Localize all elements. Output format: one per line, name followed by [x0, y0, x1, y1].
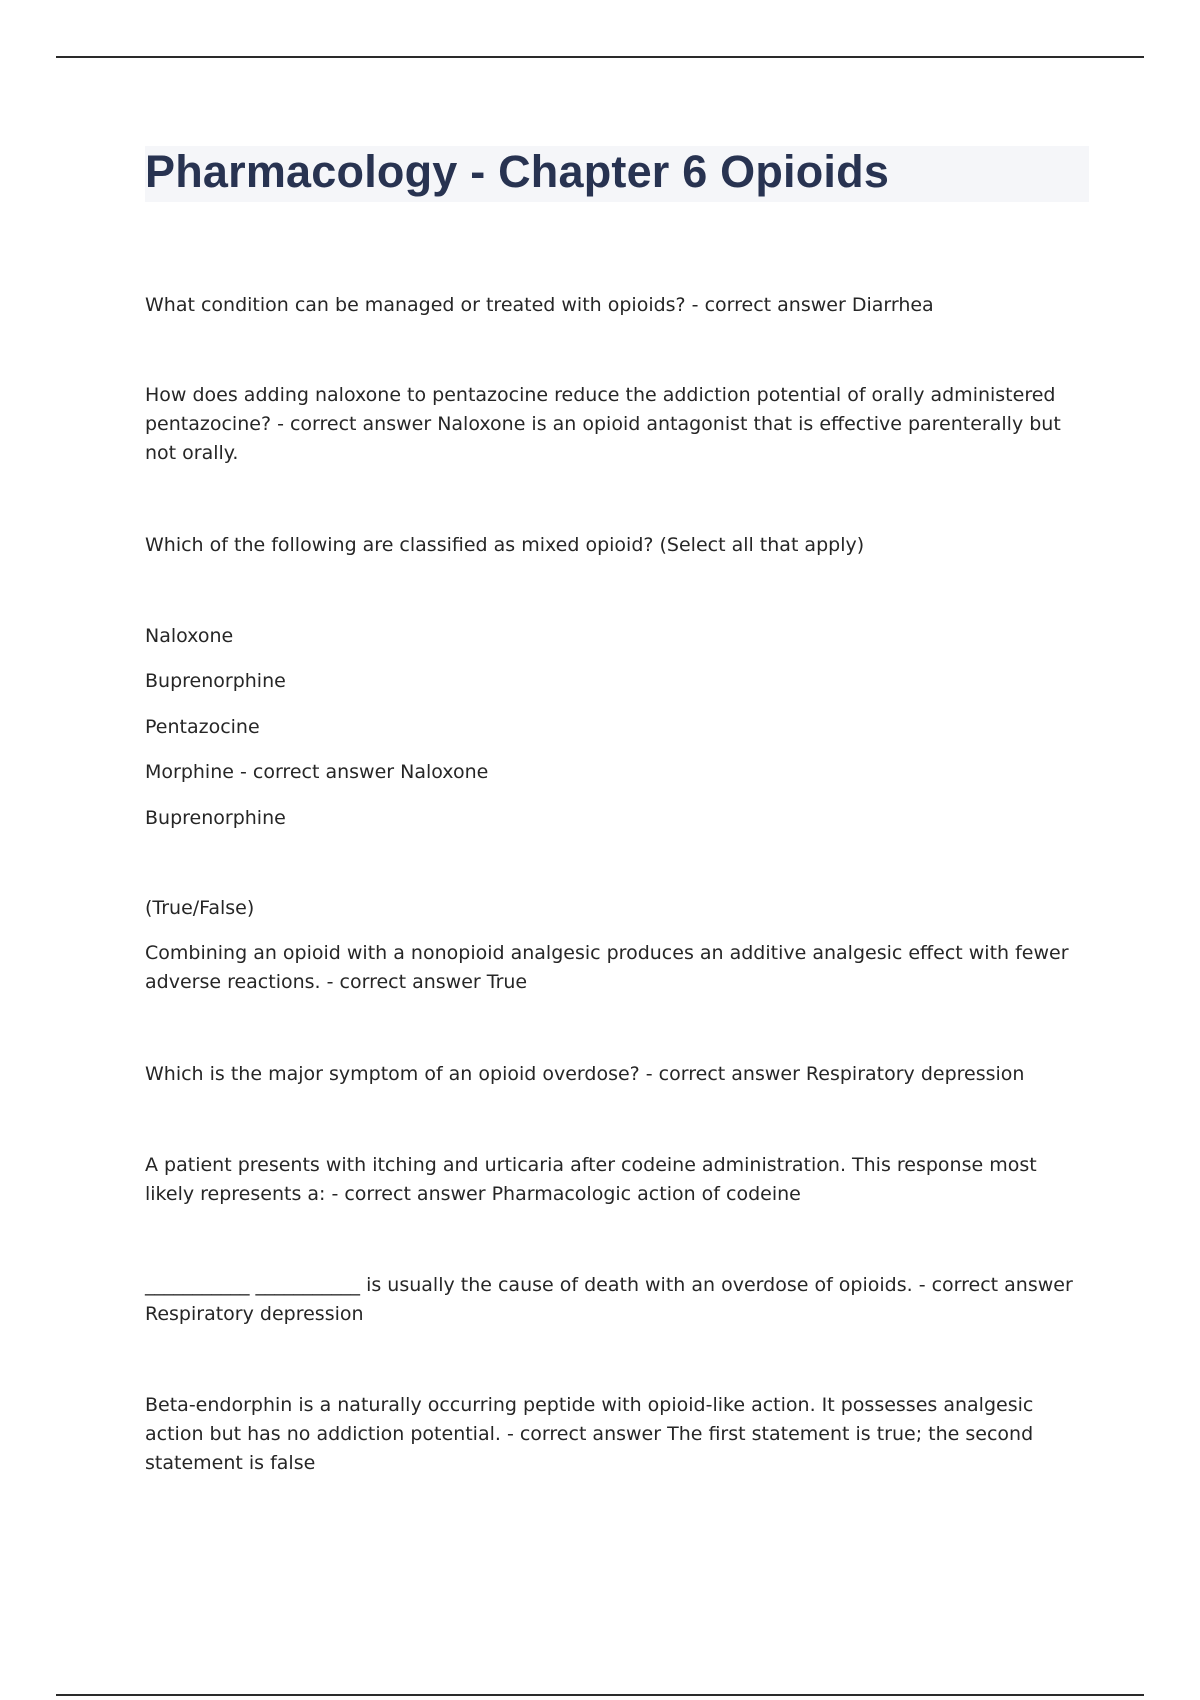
question-2: How does adding naloxone to pentazocine reduce the addiction potential of orally administered pentazocine? - correct answer Naloxone is an opioid antagonist that is effective parenterally but not orally. [145, 384, 1061, 464]
question-1: What condition can be managed or treated with opioids? - correct answer Diarrhea [145, 294, 934, 316]
top-divider [56, 56, 1144, 58]
question-8: Beta-endorphin is a naturally occurring peptide with opioid-like action. It possesses analgesic action but has no addiction potential. - correct answer The first statement is true; the second statement is false [145, 1394, 1034, 1474]
document-title: Pharmacology - Chapter 6 Opioids [145, 146, 890, 197]
question-3-option: Morphine - correct answer Naloxone [145, 761, 489, 783]
question-3-option: Buprenorphine [145, 807, 286, 829]
question-3-option: Naloxone [145, 625, 234, 647]
question-4: Combining an opioid with a nonopioid analgesic produces an additive analgesic effect with fewer adverse reactions. - correct answer True [145, 942, 1069, 993]
question-3-option: Buprenorphine [145, 670, 286, 692]
question-7: ___________ ___________ is usually the cause of death with an overdose of opioids. - correct answer Respiratory depression [145, 1274, 1073, 1325]
question-3: Which of the following are classified as mixed opioid? (Select all that apply) [145, 534, 865, 556]
question-6: A patient presents with itching and urticaria after codeine administration. This response most likely represents a: - correct answer Pharmacologic action of codeine [145, 1154, 1037, 1205]
question-3-option: Pentazocine [145, 716, 260, 738]
bottom-divider [56, 1694, 1144, 1696]
question-5: Which is the major symptom of an opioid overdose? - correct answer Respiratory depression [145, 1063, 1025, 1085]
question-4-label: (True/False) [145, 897, 255, 919]
